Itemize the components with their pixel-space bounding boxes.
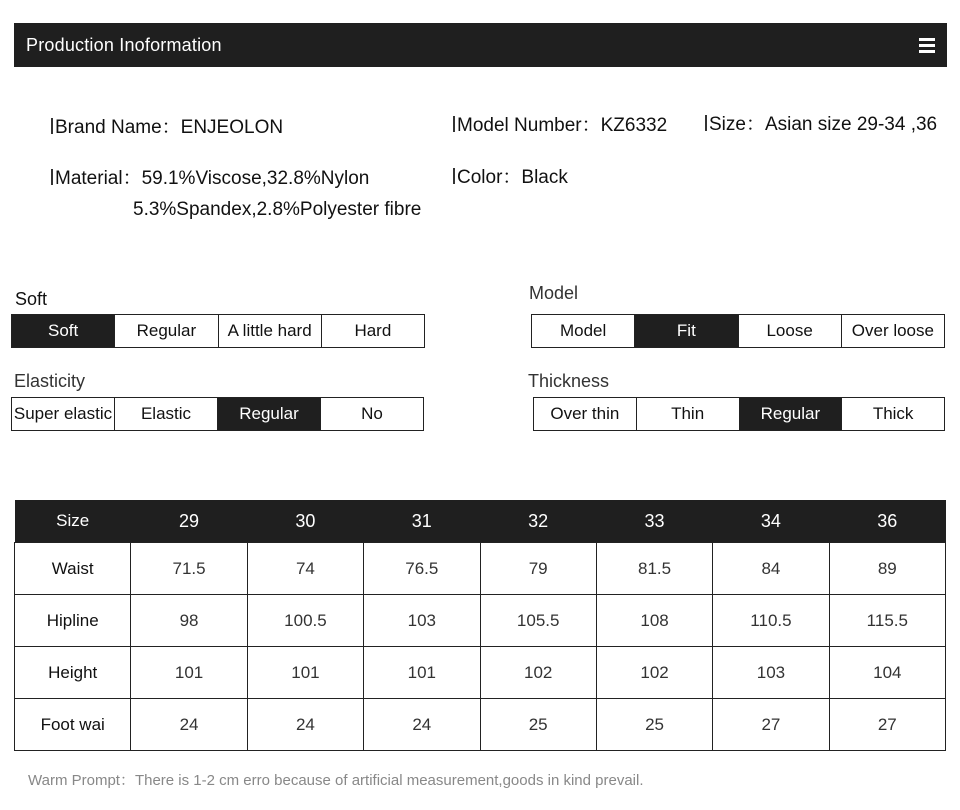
header-cell: 34	[713, 500, 829, 543]
material: Material：59.1%Viscose,32.8%Nylon	[51, 163, 369, 190]
header-cell: Size	[15, 500, 131, 543]
menu-icon[interactable]	[919, 37, 935, 53]
soft-option[interactable]: Soft	[12, 315, 115, 347]
color: Color：Black	[453, 162, 568, 189]
table-cell: 89	[829, 543, 945, 595]
table-cell: 102	[596, 647, 712, 699]
row-label: Hipline	[15, 595, 131, 647]
model-selector	[531, 314, 945, 348]
table-cell: 24	[247, 699, 363, 751]
soft-selector	[11, 314, 425, 348]
thickness-title: Thickness	[528, 371, 610, 391]
table-cell: 101	[131, 647, 247, 699]
table-cell: 101	[364, 647, 480, 699]
table-cell: 81.5	[596, 543, 712, 595]
soft-option[interactable]: A little hard	[219, 315, 322, 347]
table-row	[15, 543, 946, 595]
table-cell: 110.5	[713, 595, 829, 647]
table-row	[15, 595, 946, 647]
header-bar	[14, 23, 947, 67]
table-cell: 24	[131, 699, 247, 751]
table-cell: 25	[480, 699, 596, 751]
page-title: Production Inoformation	[26, 35, 222, 55]
header-cell: 32	[480, 500, 596, 543]
table-cell: 76.5	[364, 543, 480, 595]
header-cell: 29	[131, 500, 247, 543]
soft-title: Soft	[15, 289, 48, 309]
table-cell: 101	[247, 647, 363, 699]
size-table	[14, 500, 946, 751]
model-option[interactable]: Over loose	[851, 321, 934, 340]
table-cell: 71.5	[131, 543, 247, 595]
thickness-option[interactable]: Thick	[872, 404, 914, 423]
header-cell: 31	[364, 500, 480, 543]
table-cell: 103	[713, 647, 829, 699]
elasticity-option[interactable]: Super elastic	[12, 398, 115, 430]
table-cell: 100.5	[247, 595, 363, 647]
model-option[interactable]: Fit	[635, 315, 738, 347]
warm-prompt: Warm Prompt：There is 1-2 cm erro because of artificial measurement,goods in kind prevail.	[28, 772, 644, 789]
brand-name: Brand Name：ENJEOLON	[51, 112, 283, 139]
header-cell: 30	[247, 500, 363, 543]
table-cell: 84	[713, 543, 829, 595]
model-title: Model	[529, 283, 579, 303]
table-row	[15, 699, 946, 751]
elasticity-title: Elasticity	[14, 371, 86, 391]
model-number: Model Number：KZ6332	[453, 110, 667, 137]
table-cell: 27	[829, 699, 945, 751]
model-option[interactable]: Model	[532, 315, 635, 347]
header-cell: 33	[596, 500, 712, 543]
row-label: Foot wai	[15, 699, 131, 751]
table-cell: 25	[596, 699, 712, 751]
table-row	[15, 647, 946, 699]
row-label: Height	[15, 647, 131, 699]
table-cell: 108	[596, 595, 712, 647]
size-table-header-row	[15, 500, 946, 543]
thickness-selector	[533, 397, 945, 431]
table-cell: 103	[364, 595, 480, 647]
thickness-option[interactable]: Regular	[740, 398, 843, 430]
elasticity-option[interactable]: Elastic	[115, 398, 218, 430]
header-cell: 36	[829, 500, 945, 543]
table-cell: 27	[713, 699, 829, 751]
model-option[interactable]: Loose	[739, 315, 842, 347]
table-cell: 102	[480, 647, 596, 699]
soft-option[interactable]: Regular	[115, 315, 218, 347]
size-range: Size：Asian size 29-34 ,36	[705, 109, 937, 136]
table-cell: 104	[829, 647, 945, 699]
soft-option[interactable]: Hard	[354, 321, 392, 340]
elasticity-option[interactable]: Regular	[218, 398, 321, 430]
row-label: Waist	[15, 543, 131, 595]
table-cell: 115.5	[829, 595, 945, 647]
table-cell: 105.5	[480, 595, 596, 647]
table-cell: 79	[480, 543, 596, 595]
table-cell: 74	[247, 543, 363, 595]
table-cell: 98	[131, 595, 247, 647]
thickness-option[interactable]: Over thin	[534, 398, 637, 430]
material-continued: 5.3%Spandex,2.8%Polyester fibre	[133, 199, 422, 220]
thickness-option[interactable]: Thin	[637, 398, 740, 430]
elasticity-option[interactable]: No	[361, 404, 383, 423]
table-cell: 24	[364, 699, 480, 751]
elasticity-selector	[11, 397, 424, 431]
